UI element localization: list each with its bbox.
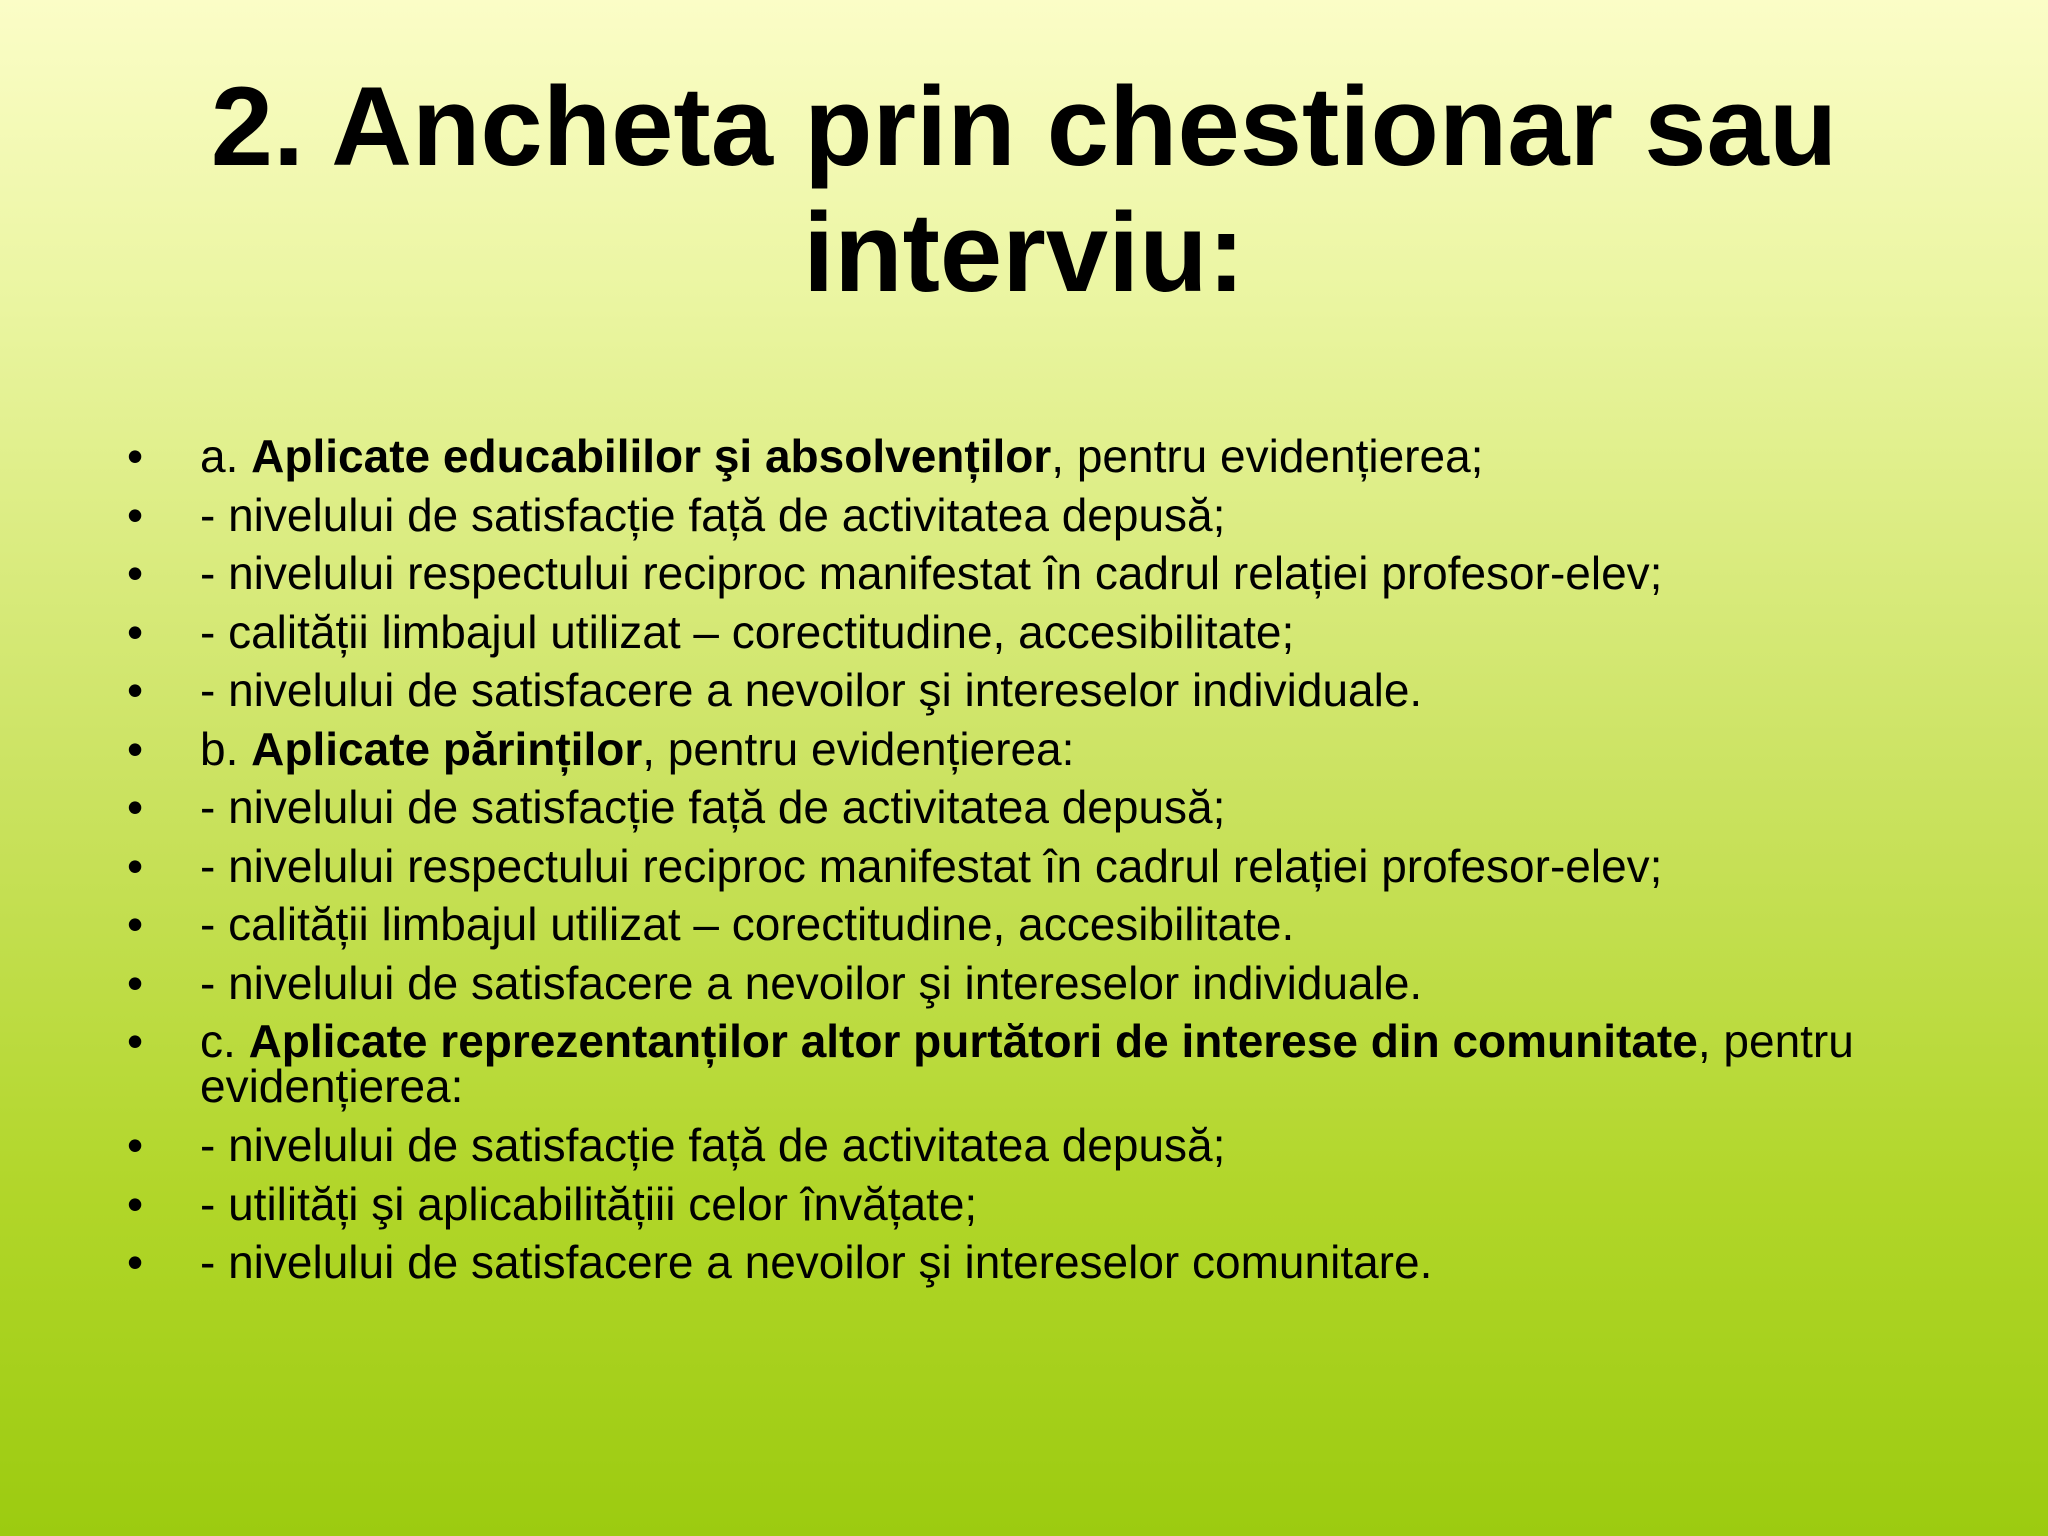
bullet-dot: • [126,839,144,892]
item-text: - nivelului de satisfacere a nevoilor şi intereselor individuale. [200,664,1423,716]
bullet-item [120,661,1980,720]
bullet-item [120,427,1980,486]
item-text: - nivelului de satisfacție față de activitatea depusă; [200,1119,1226,1171]
item-bold-text: Aplicate reprezentanților altor purtători de interese din comunitate [248,1015,1698,1067]
item-prefix: c. [200,1015,249,1067]
bullet-dot: • [126,488,144,541]
bullet-list [120,427,1980,1292]
bullet-item [120,1233,1980,1292]
item-text: - nivelului respectului reciproc manifestat în cadrul relației profesor-elev; [200,547,1663,599]
item-text: - nivelului respectului reciproc manifestat în cadrul relației profesor-elev; [200,839,1663,892]
bullet-dot: • [126,1015,144,1067]
bullet-item [120,778,1980,837]
bullet-dot: • [126,547,144,599]
bullet-item [120,1175,1980,1234]
bullet-item [120,954,1980,1013]
bullet-dot: • [126,1177,144,1230]
slide-title-line-2: interviu: [803,190,1245,315]
item-text: - calității limbajul utilizat – corectitudine, accesibilitate; [200,605,1295,658]
bullet-dot: • [126,722,144,775]
bullet-item [120,486,1980,545]
bullet-item [120,1116,1980,1175]
slide-title-line-1: 2. Ancheta prin chestionar sau [210,64,1838,189]
bullet-dot: • [126,430,144,482]
bullet-item [120,837,1980,896]
bullet-dot: • [126,898,144,950]
item-text: - nivelului de satisfacție față de activitatea depusă; [200,781,1226,833]
bullet-dot: • [126,1119,144,1171]
item-text: - nivelului de satisfacție față de activitatea depusă; [200,488,1226,541]
bullet-item [120,1012,1980,1116]
bullet-item [120,720,1980,779]
item-prefix: a. [200,430,252,482]
item-prefix: b. [200,722,252,775]
item-bold-text: Aplicate educabililor şi absolvenților [251,430,1052,482]
item-text: - nivelului de satisfacere a nevoilor şi intereselor individuale. [200,956,1423,1009]
item-text: - nivelului de satisfacere a nevoilor şi intereselor comunitare. [200,1236,1433,1288]
item-text: - calității limbajul utilizat – corectitudine, accesibilitate. [200,898,1295,950]
bullet-dot: • [126,605,144,658]
bullet-dot: • [126,781,144,833]
item-bold-text: Aplicate părinților [251,722,643,775]
bullet-item [120,603,1980,662]
slide-title [0,64,2048,316]
item-suffix: , pentru evidențierea; [1051,430,1484,482]
bullet-dot: • [126,956,144,1009]
item-text: - utilități şi aplicabilitățiii celor învățate; [200,1177,978,1230]
item-suffix: , pentru evidențierea: [642,722,1075,775]
item-suffix: , pentru evidențierea: [200,1015,1854,1112]
bullet-item [120,544,1980,603]
bullet-dot: • [126,1236,144,1288]
bullet-dot: • [126,664,144,716]
bullet-item [120,895,1980,954]
